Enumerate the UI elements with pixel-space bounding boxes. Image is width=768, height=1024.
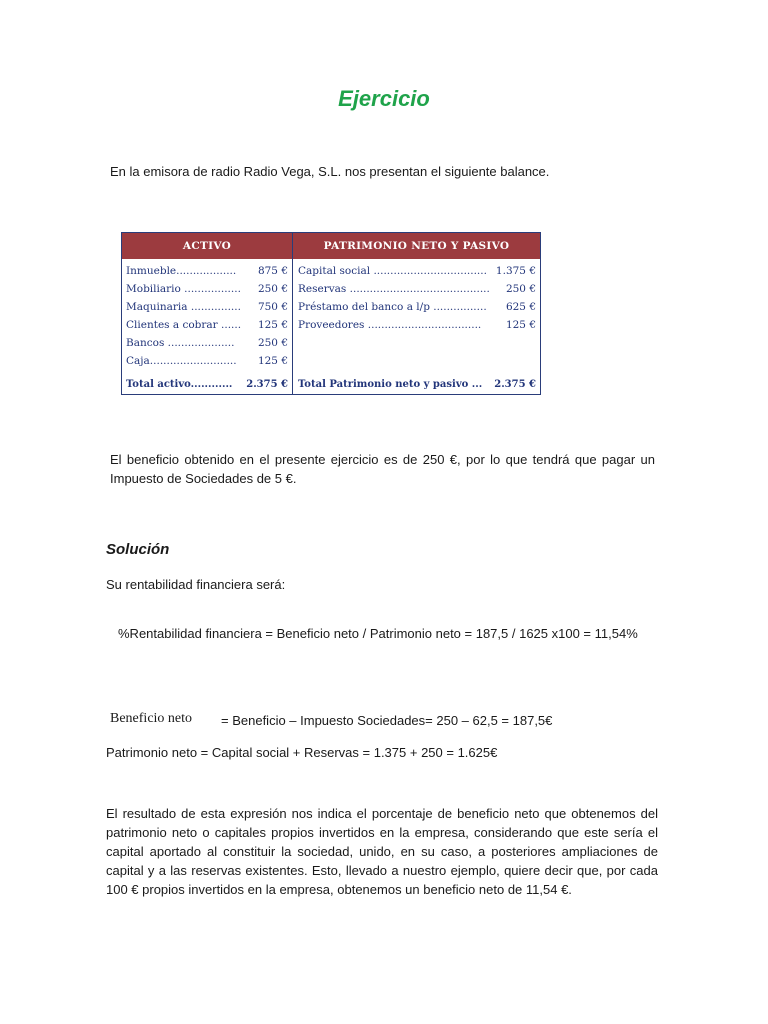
pasivo-header: PATRIMONIO NETO Y PASIVO [293, 233, 540, 259]
activo-header: ACTIVO [122, 233, 292, 259]
activo-row [126, 335, 288, 351]
activo-label: Clientes a cobrar ...... [126, 319, 242, 331]
total-activo-value: 2.375 € [246, 379, 288, 390]
patrimonio-neto-formula: Patrimonio neto = Capital social + Reservas = 1.375 + 250 = 1.625€ [106, 745, 498, 760]
total-pasivo-label: Total Patrimonio neto y pasivo ... [298, 379, 483, 390]
activo-value: 250 € [257, 283, 288, 295]
page-title: Ejercicio [338, 86, 430, 111]
intro-paragraph: En la emisora de radio Radio Vega, S.L. nos presentan el siguiente balance. [110, 164, 550, 179]
benefit-paragraph: El beneficio obtenido en el presente ejercicio es de 250 €, por lo que tendrá que pagar un Impuesto de Sociedades de 5 €. [110, 452, 655, 486]
financial-intro: Su rentabilidad financiera será: [106, 577, 286, 592]
pasivo-row [298, 263, 536, 279]
pasivo-value: 250 € [505, 283, 536, 295]
balance-table [121, 232, 541, 395]
activo-label: Bancos .................... [126, 337, 235, 349]
pasivo-label: Proveedores .................................. [298, 319, 482, 331]
total-pasivo-row [298, 377, 536, 393]
pasivo-value: 1.375 € [495, 265, 536, 277]
activo-value: 250 € [257, 337, 288, 349]
activo-label: Inmueble.................. [126, 265, 237, 277]
pasivo-row [298, 317, 536, 333]
activo-value: 125 € [257, 319, 288, 331]
total-activo-label: Total activo............ [126, 379, 233, 390]
beneficio-neto-label: Beneficio neto [110, 711, 193, 726]
total-activo-row [126, 377, 288, 393]
activo-value: 125 € [257, 355, 288, 367]
pasivo-row [298, 281, 536, 297]
pasivo-value: 125 € [505, 319, 536, 331]
rentabilidad-formula: %Rentabilidad financiera = Beneficio neto / Patrimonio neto = 187,5 / 1625 x100 = 11,54% [118, 626, 638, 641]
activo-row [126, 317, 288, 333]
explanation-paragraph: El resultado de esta expresión nos indica el porcentaje de beneficio neto que obtenemos del patrimonio neto o capitales propios invertidos en la empresa, considerando que este sería el capital aportado al constituir la sociedad, unido, en su caso, a posteriores ampliaciones de capital y a las reservas existentes. Esto, llevado a nuestro ejemplo, quiere decir que, por cada 100 € propios invertidos en la empresa, obtenemos un beneficio neto de 11,54 €. [106, 806, 658, 897]
total-pasivo-value: 2.375 € [494, 379, 536, 390]
pasivo-label: Capital social .................................. [298, 265, 487, 277]
solution-heading: Solución [106, 541, 170, 558]
pasivo-row [298, 299, 536, 315]
activo-label: Mobiliario ................. [126, 283, 241, 295]
pasivo-label: Reservas .......................................... [298, 283, 490, 295]
beneficio-neto-formula: = Beneficio – Impuesto Sociedades= 250 – 62,5 = 187,5€ [221, 713, 553, 728]
activo-row [126, 299, 288, 315]
pasivo-value: 625 € [505, 301, 536, 313]
activo-label: Maquinaria ............... [126, 301, 241, 313]
activo-row [126, 353, 288, 369]
activo-row [126, 281, 288, 297]
activo-row [126, 263, 288, 279]
pasivo-label: Préstamo del banco a l/p ................ [298, 301, 487, 313]
activo-value: 750 € [257, 301, 288, 313]
activo-value: 875 € [257, 265, 288, 277]
activo-label: Caja.......................... [126, 355, 237, 367]
column-divider [292, 233, 293, 394]
